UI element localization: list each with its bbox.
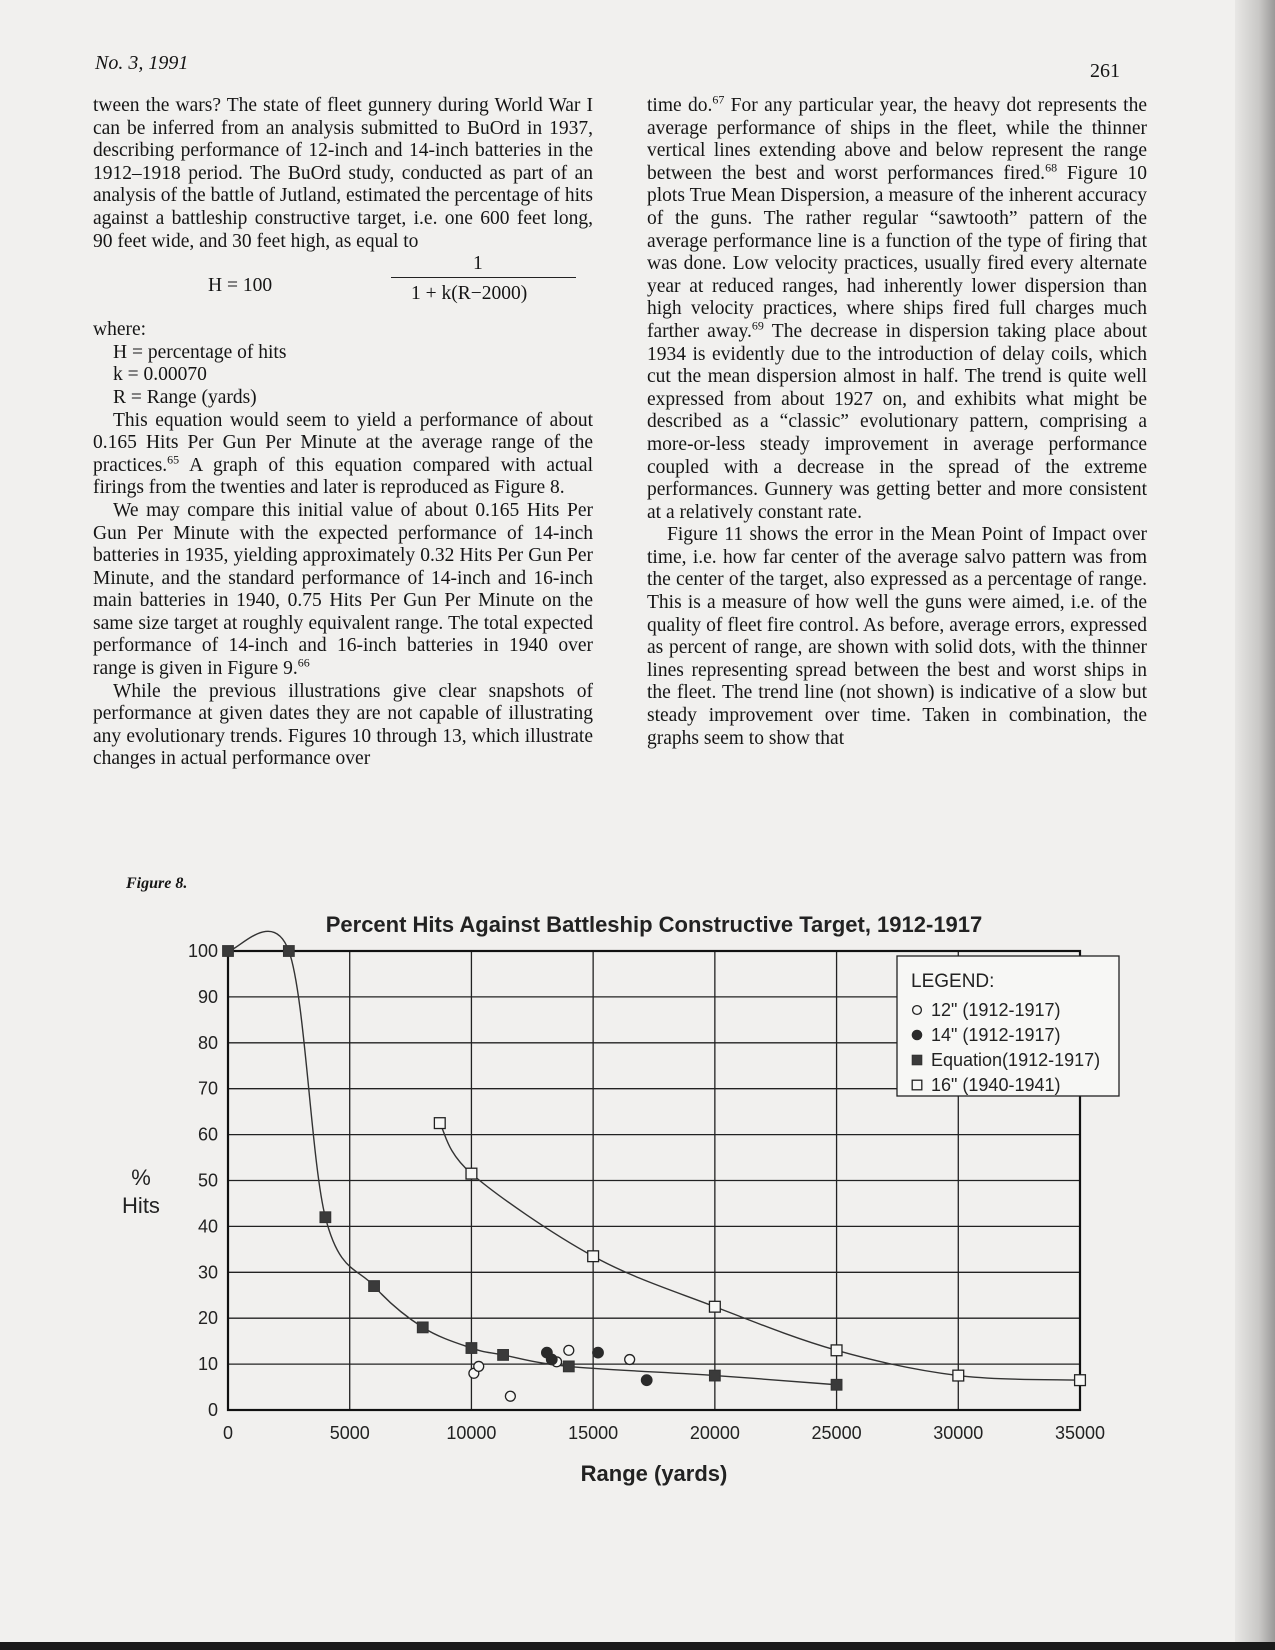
- x-tick-label: 15000: [568, 1423, 619, 1443]
- data-point: [320, 1212, 331, 1223]
- data-point: [466, 1168, 477, 1179]
- page-number: 261: [1090, 60, 1120, 82]
- data-point: [831, 1379, 842, 1390]
- x-tick-label: 20000: [689, 1423, 740, 1443]
- data-point: [1075, 1375, 1086, 1386]
- data-point: [953, 1370, 964, 1381]
- data-point: [369, 1281, 380, 1292]
- equation-numerator: 1: [473, 253, 483, 275]
- legend-marker: [912, 1080, 922, 1090]
- legend-entry: 12" (1912-1917): [931, 1000, 1061, 1020]
- footnote-ref: 66: [297, 655, 310, 670]
- data-point: [466, 1343, 477, 1354]
- y-tick-label: 100: [187, 941, 218, 961]
- y-tick-label: 60: [197, 1124, 218, 1145]
- y-tick-label: 10: [197, 1354, 218, 1375]
- data-point: [709, 1301, 720, 1312]
- chart-svg: [95, 908, 1106, 1528]
- left-column: [93, 95, 593, 771]
- hit-equation: [93, 253, 593, 319]
- y-tick-label: 30: [197, 1262, 218, 1283]
- series-line: [440, 1123, 1080, 1380]
- data-point: [641, 1375, 652, 1386]
- y-tick-label: 80: [197, 1032, 218, 1053]
- where-label: where:: [93, 319, 147, 341]
- x-tick-label: 35000: [1054, 1423, 1106, 1443]
- data-point: [434, 1118, 445, 1129]
- footnote-ref: 67: [712, 92, 725, 107]
- footnote-ref: 69: [751, 318, 764, 333]
- fraction-bar: [391, 277, 576, 278]
- data-point: [283, 946, 294, 957]
- y-axis-label: %: [131, 1165, 151, 1190]
- equation-denominator: 1 + k(R−2000): [411, 283, 528, 305]
- data-point: [505, 1391, 515, 1401]
- scan-edge: [0, 1642, 1275, 1650]
- figure-8-chart: [95, 908, 1106, 1528]
- data-point: [223, 946, 234, 957]
- paragraph: time do.$^{67}$ For any particular year, the heavy dot represents the average performance of ships in the fleet, while the thinner vertical lines extending above and below represent the range between the best and worst performances fired.$^{68}$ Figure 10 plots True Mean Dispersion, a measure of the inherent accuracy of the guns. The rather regular “sawtooth” pattern of the average performance line is a function of the type of firing that was done. Low velocity practices, usually fired every alternate year at reduced ranges, had inherently lower dispersion than high velocity practices, where ships fired full charges much farther away.$^{69}$ The decrease in dispersion taking place about 1934 is evidently due to the introduction of delay coils, which cut the mean dispersion almost in half. The trend is quite well expressed from about 1927 on, and exhibits what might be described as a “classic” evolutionary pattern, comprising a more-or-less steady improvement in average performance coupled with a decrease in the spread of the extreme performances. Gunnery was getting better and more consistent at a relatively constant rate.: [647, 92, 1147, 523]
- definition-k: k = 0.00070: [113, 364, 207, 386]
- right-column: [647, 92, 1147, 750]
- data-point: [593, 1347, 604, 1358]
- series-line: [228, 931, 837, 1384]
- legend-entry: Equation(1912-1917): [931, 1050, 1101, 1070]
- footnote-ref: 65: [167, 452, 180, 467]
- paragraph: This equation would seem to yield a performance of about 0.165 Hits Per Gun Per Minute at the average range of the practices.$^{65}$ A graph of this equation compared with actual firings from the twenties and later is reproduced as Figure 8.: [93, 409, 593, 499]
- y-tick-label: 0: [207, 1400, 218, 1420]
- data-point: [588, 1251, 599, 1262]
- page-edge-shadow: [1235, 0, 1275, 1650]
- equation-lhs: H = 100: [208, 275, 273, 297]
- paragraph: tween the wars? The state of fleet gunnery during World War I can be inferred from an analysis submitted to BuOrd in 1937, describing performance of 12-inch and 14-inch batteries in the 1912–1918 period. The BuOrd study, conducted as part of an analysis of the battle of Jutland, estimated the percentage of hits against a battleship constructive target, i.e. one 600 feet long, 90 feet wide, and 30 feet high, as equal to: [93, 95, 593, 252]
- y-tick-label: 70: [197, 1078, 218, 1099]
- x-tick-label: 30000: [933, 1423, 984, 1443]
- data-point: [831, 1345, 842, 1356]
- data-point: [564, 1345, 574, 1355]
- data-point: [625, 1355, 635, 1365]
- legend-title: LEGEND:: [911, 971, 995, 992]
- journal-issue: No. 3, 1991: [95, 52, 189, 74]
- legend-marker: [913, 1006, 922, 1015]
- x-tick-label: 0: [222, 1423, 234, 1443]
- paragraph: Figure 11 shows the error in the Mean Point of Impact over time, i.e. how far center of the average salvo pattern was from the center of the target, also expressed as a percentage of range. This is a measure of how well the guns were aimed, i.e. of the quality of fleet fire control. As before, average errors, expressed as percent of range, are shown with solid dots, with the thinner lines representing spread between the best and worst ships in the fleet. The trend line (not shown) is indicative of a slow but steady improvement over time. Taken in combination, the graphs seem to show that: [647, 524, 1147, 749]
- y-tick-label: 40: [197, 1216, 218, 1237]
- legend-entry: 14" (1912-1917): [931, 1025, 1061, 1045]
- data-point: [474, 1361, 484, 1371]
- legend-marker: [912, 1030, 922, 1040]
- paragraph: While the previous illustrations give clear snapshots of performance at given dates they are not capable of illustrating any evolutionary trends. Figures 10 through 13, which illustrate changes in actual performance over: [93, 680, 593, 770]
- x-axis-label: Range (yards): [580, 1461, 728, 1486]
- legend-entry: 16" (1940-1941): [931, 1075, 1061, 1095]
- y-axis-label: Hits: [122, 1193, 160, 1218]
- paragraph: We may compare this initial value of about 0.165 Hits Per Gun Per Minute with the expected performance of 14-inch batteries in 1935, yielding approximately 0.32 Hits Per Gun Per Minute, and the standard performance of 14-inch and 16-inch main batteries in 1940, 0.75 Hits Per Gun Per Minute on the same size target at roughly equivalent range. The total expected performance of 14-inch and 16-inch batteries in 1940 over range is given in Figure 9.66: [93, 499, 593, 680]
- x-tick-label: 10000: [446, 1423, 497, 1443]
- footnote-ref: 68: [1045, 160, 1058, 175]
- chart-title: Percent Hits Against Battleship Constructive Target, 1912-1917: [325, 912, 983, 937]
- x-tick-label: 25000: [811, 1423, 862, 1443]
- x-tick-label: 5000: [329, 1423, 370, 1443]
- figure-label: Figure 8.: [126, 875, 188, 892]
- y-tick-label: 90: [197, 986, 218, 1007]
- data-point: [563, 1361, 574, 1372]
- data-point: [709, 1370, 720, 1381]
- data-point: [546, 1354, 557, 1365]
- data-point: [498, 1350, 509, 1361]
- legend-marker: [912, 1055, 922, 1065]
- y-tick-label: 20: [197, 1308, 218, 1329]
- definition-r: R = Range (yards): [113, 386, 257, 408]
- y-tick-label: 50: [197, 1170, 218, 1191]
- data-point: [417, 1322, 428, 1333]
- definition-h: H = percentage of hits: [113, 341, 287, 363]
